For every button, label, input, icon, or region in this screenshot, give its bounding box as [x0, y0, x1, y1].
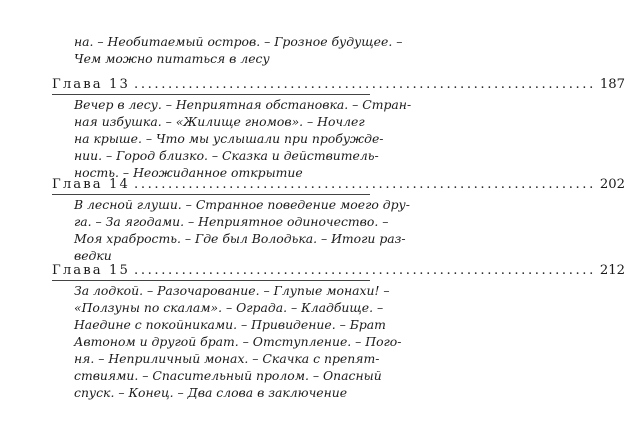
chapter-15-heading: [52, 262, 625, 280]
page-number: 212: [599, 263, 625, 278]
chapter-13-description: [74, 96, 412, 181]
description-line: ствиями. – Спасительный пролом. – Опасный: [74, 368, 382, 383]
description-line: Автоном и другой брат. – Отступление. – Пого-: [74, 334, 402, 349]
description-line: на крыше. – Что мы услышали при пробужде-: [74, 131, 384, 146]
chapter-label: Глава 14: [52, 177, 131, 192]
chapter-divider: [52, 194, 370, 195]
description-line: Вечер в лесу. – Неприятная обстановка. – Стран-: [74, 97, 412, 112]
dot-leader: ....................................................................: [134, 177, 596, 192]
description-line: ность. – Неожиданное открытие: [74, 165, 303, 180]
description-line: ведки: [74, 248, 112, 263]
chapter-label: Глава 13: [52, 77, 131, 92]
description-line: «Ползуны по скалам». – Ограда. – Кладбище. –: [74, 300, 384, 315]
chapter-14-description: [74, 196, 410, 264]
description-line: Моя храбрость. – Где был Володька. – Итоги раз-: [74, 231, 406, 246]
description-line: спуск. – Конец. – Два слова в заключение: [74, 385, 348, 400]
description-line: нии. – Город близко. – Сказка и действитель-: [74, 148, 379, 163]
dot-leader: ....................................................................: [134, 263, 596, 278]
chapter-divider: [52, 94, 370, 95]
description-line: В лесной глуши. – Странное поведение моего дру-: [74, 197, 410, 212]
chapter-15-description: [74, 282, 402, 401]
page-number: 202: [599, 177, 625, 192]
description-line: ная избушка. – «Жилище гномов». – Ночлег: [74, 114, 365, 129]
dot-leader: ....................................................................: [134, 77, 596, 92]
description-line: на. – Необитаемый остров. – Грозное будущее. –: [74, 34, 403, 49]
intro-description: [74, 33, 403, 67]
chapter-13-heading: [52, 76, 625, 94]
chapter-divider: [52, 280, 370, 281]
description-line: ня. – Неприличный монах. – Скачка с препят-: [74, 351, 380, 366]
page-number: 187: [599, 77, 625, 92]
description-line: Чем можно питаться в лесу: [74, 51, 270, 66]
chapter-label: Глава 15: [52, 263, 131, 278]
description-line: За лодкой. – Разочарование. – Глупые монахи! –: [74, 283, 390, 298]
chapter-14-heading: [52, 176, 625, 194]
description-line: га. – За ягодами. – Неприятное одиночество. –: [74, 214, 389, 229]
description-line: Наедине с покойниками. – Привидение. – Брат: [74, 317, 386, 332]
